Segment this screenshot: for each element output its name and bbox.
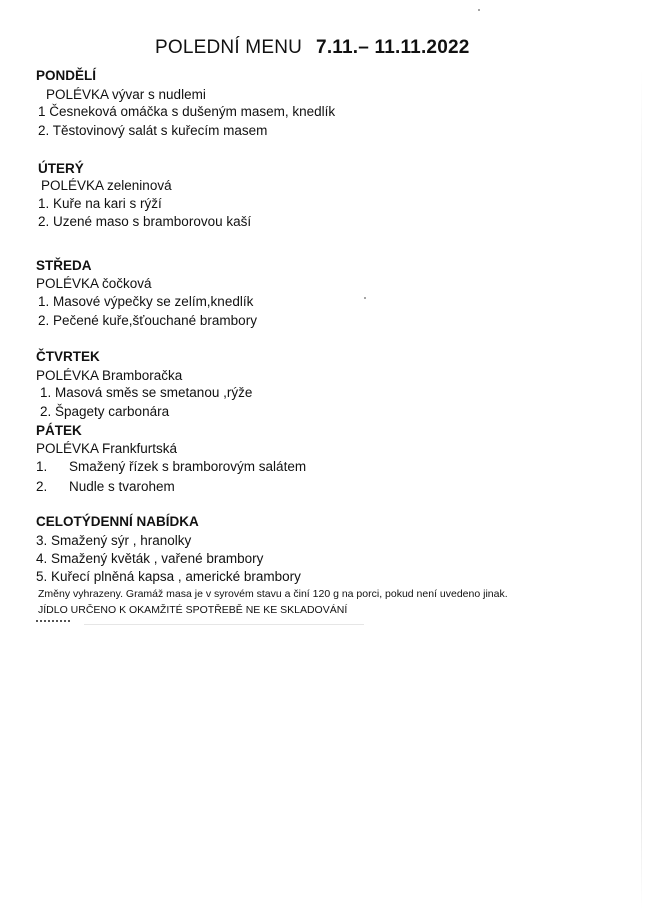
soup-friday: POLÉVKA Frankfurtská — [36, 441, 178, 456]
dish-wednesday-2: 2. Pečené kuře,šťouchané brambory — [38, 313, 257, 328]
dish-thursday-1: 1. Masová směs se smetanou ,rýže — [40, 385, 253, 400]
scan-speck — [478, 9, 480, 11]
page-title — [155, 37, 470, 59]
day-heading-wednesday: STŘEDA — [36, 258, 92, 273]
dish-monday-2: 2. Těstovinový salát s kuřecím masem — [38, 123, 268, 138]
weekly-dish-5: 5. Kuřecí plněná kapsa , americké brambory — [36, 569, 301, 584]
dish-text: Smažený řízek s bramborovým salátem — [69, 459, 307, 474]
soup-thursday: POLÉVKA Bramboračka — [36, 368, 183, 383]
scan-speck — [364, 297, 366, 299]
day-heading-tuesday: ÚTERÝ — [38, 161, 84, 176]
soup-tuesday: POLÉVKA zeleninová — [41, 178, 172, 193]
day-heading-friday: PÁTEK — [36, 423, 82, 438]
dish-wednesday-1: 1. Masové výpečky se zelím,knedlík — [38, 294, 254, 309]
weekly-heading: CELOTÝDENNÍ NABÍDKA — [36, 514, 199, 529]
dish-tuesday-1: 1. Kuře na kari s rýží — [38, 196, 162, 211]
weekly-dish-4: 4. Smažený květák , vařené brambory — [36, 551, 264, 566]
cut-off-text — [36, 620, 70, 627]
dish-tuesday-2: 2. Uzené maso s bramborovou kaší — [38, 214, 252, 229]
weekly-dish-3: 3. Smažený sýr , hranolky — [36, 533, 192, 548]
note-changes: Změny vyhrazeny. Gramáž masa je v syrovém stavu a činí 120 g na porci, pokud není uvedeno jinak. — [38, 588, 508, 600]
divider — [84, 624, 364, 625]
note-consumption: JÍDLO URČENO K OKAMŽITÉ SPOTŘEBĚ NE KE SKLADOVÁNÍ — [38, 604, 348, 616]
dish-friday-2 — [36, 479, 175, 494]
dish-monday-1: 1 Česneková omáčka s dušeným masem, knedlík — [38, 104, 336, 119]
dish-thursday-2: 2. Špagety carbonára — [40, 404, 170, 419]
day-heading-monday: PONDĚLÍ — [36, 68, 97, 83]
scan-edge — [641, 70, 642, 910]
dish-friday-1 — [36, 459, 307, 474]
menu-title: POLEDNÍ MENU — [155, 37, 303, 58]
soup-monday: POLÉVKA vývar s nudlemi — [46, 87, 206, 102]
day-heading-thursday: ČTVRTEK — [36, 349, 100, 364]
dish-number: 1. — [36, 459, 48, 474]
soup-wednesday: POLÉVKA čočková — [36, 276, 152, 291]
dish-text: Nudle s tvarohem — [69, 479, 175, 494]
dish-number: 2. — [36, 479, 48, 494]
menu-dates: 7.11.– 11.11.2022 — [316, 37, 470, 58]
